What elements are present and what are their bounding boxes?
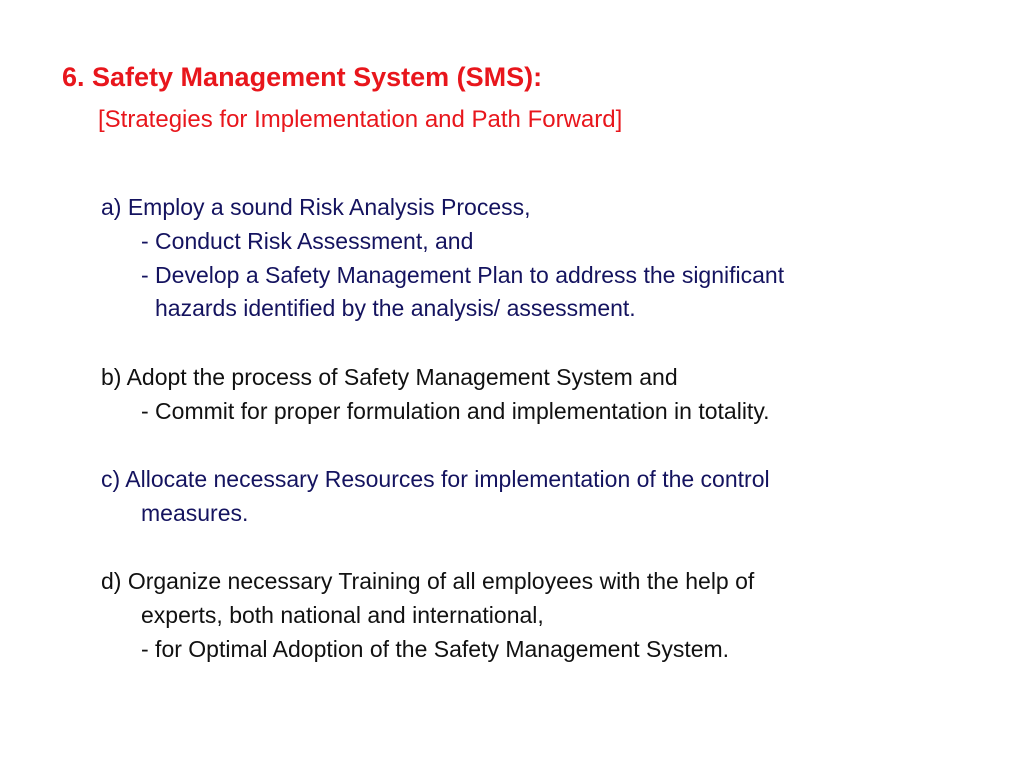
item-a-line-4: hazards identified by the analysis/ assessment. [155,295,636,321]
item-a-line-2: - Conduct Risk Assessment, and [141,228,474,254]
item-d-line-3: - for Optimal Adoption of the Safety Management System. [141,636,730,662]
item-d-line-1: d) Organize necessary Training of all employees with the help of [101,568,755,594]
slide-subtitle: [Strategies for Implementation and Path Forward] [98,106,623,133]
item-a-line-3: - Develop a Safety Management Plan to address the significant [141,262,785,288]
item-c-line-1: c) Allocate necessary Resources for implementation of the control [101,466,770,492]
item-d-line-2: experts, both national and international, [141,602,544,628]
item-c-line-2: measures. [141,500,249,526]
item-b-line-1: b) Adopt the process of Safety Management System and [101,364,678,390]
item-b-line-2: - Commit for proper formulation and implementation in totality. [141,398,770,424]
slide-title: 6. Safety Management System (SMS): [62,62,543,92]
item-a-line-1: a) Employ a sound Risk Analysis Process, [101,194,531,220]
